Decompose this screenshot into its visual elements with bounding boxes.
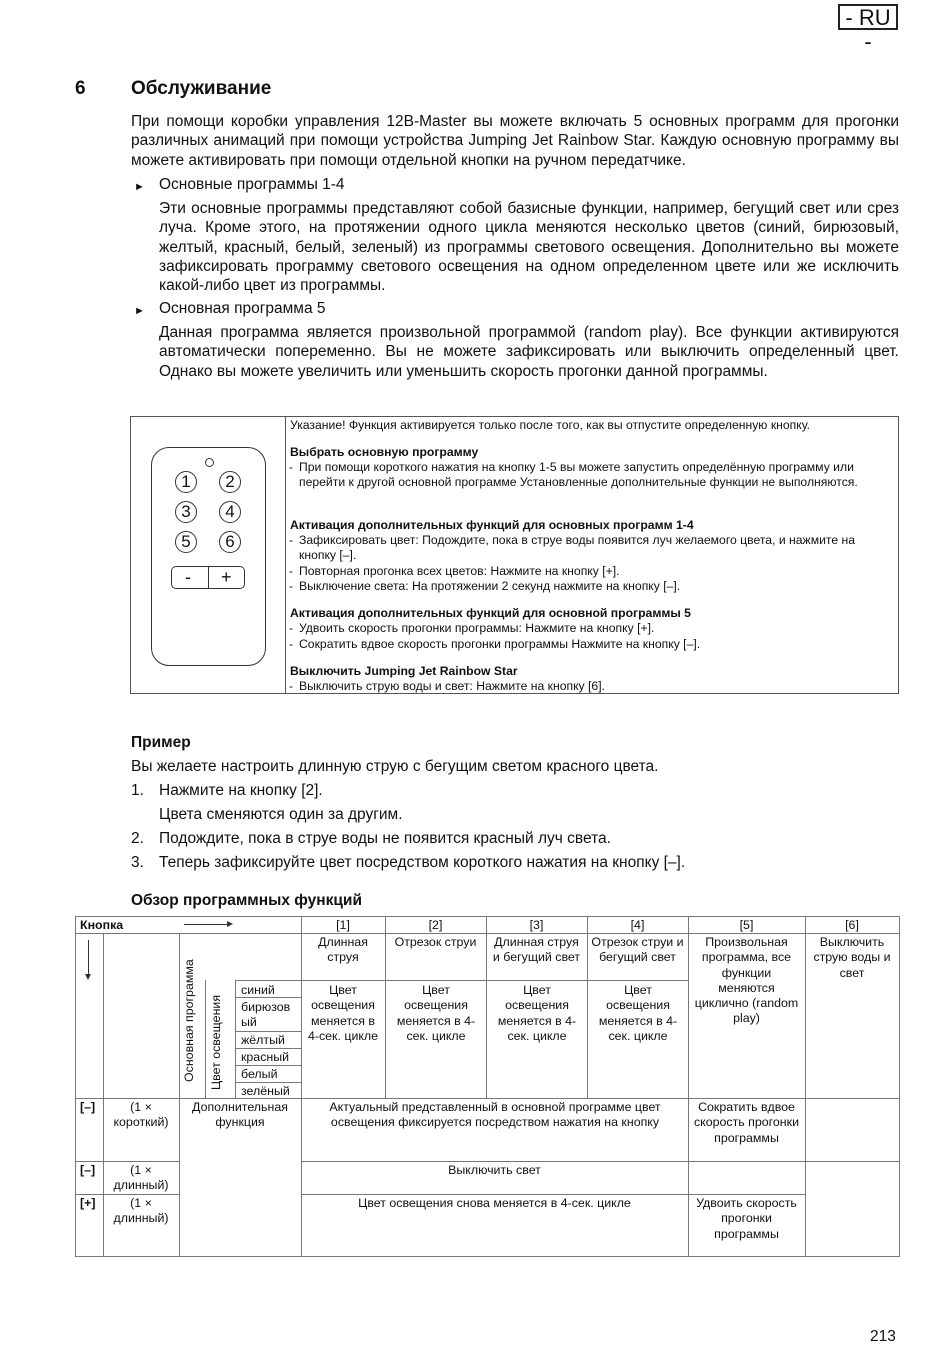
bullet-label: Основные программы 1-4 — [159, 176, 345, 193]
example-intro: Вы желаете настроить длинную струю с бегущим светом красного цвета. — [131, 758, 659, 775]
remote-rocker-divider — [208, 566, 209, 589]
bullet-text: Эти основные программы представляют собой базисные функции, например, бегущий свет или срез луча. Кроме этого, на протяжении одного цикла меняются несколько цветов (синий, бирюзовый, желтый, красный, белый, зеленый) из программы светового освещения. Дополнительно вы можете зафиксировать программу светового освещения на одном определенном цвете или же исключить какой-либо цвет из программы. — [159, 200, 899, 295]
note-heading: Выбрать основную программу — [290, 445, 479, 459]
remote-plus-label: + — [221, 567, 232, 587]
program-name: Длинная струя — [318, 935, 368, 965]
remote-button-5: 5 — [175, 531, 197, 553]
note-item: - Удвоить скорость прогонки программы: Нажмите на кнопку [+]. — [289, 621, 655, 635]
button-header: [6] — [845, 918, 859, 932]
button-header: [5] — [739, 918, 754, 932]
color-cycle-cell: Цвет освещения меняется в 4-сек. цикле — [598, 983, 678, 1043]
color-item: зелёный — [241, 1084, 290, 1098]
step-number: 1. — [131, 782, 144, 799]
note-divider — [285, 416, 286, 694]
button-column-header: Кнопка — [80, 918, 124, 932]
step-number: 3. — [131, 854, 144, 871]
remote-led-icon — [205, 458, 214, 467]
main-program-label: Основная программа — [182, 959, 196, 1082]
step-text: Теперь зафиксируйте цвет посредством короткого нажатия на кнопку [–]. — [159, 854, 686, 871]
remote-button-1: 1 — [175, 471, 197, 493]
bullet-label: Основная программа 5 — [159, 300, 326, 317]
row-main-text: Цвет освещения снова меняется в 4-сек. цикле — [358, 1196, 631, 1210]
bullet-marker: ► — [134, 305, 145, 317]
example-heading: Пример — [131, 734, 191, 751]
color-item: бирюзовый — [241, 1000, 291, 1030]
step-subtext: Цвета сменяются один за другим. — [159, 806, 403, 823]
color-item: белый — [241, 1067, 278, 1081]
program-name: Выключить струю воды и свет — [813, 935, 891, 980]
color-cycle-cell: Цвет освещения меняется в 4-сек. цикле — [307, 983, 379, 1043]
note-item: - Выключить струю воды и свет: Нажмите на кнопку [6]. — [289, 679, 605, 693]
bullet-marker: ► — [134, 181, 145, 193]
row-key: [–] — [80, 1100, 96, 1114]
row-p5-text: Удвоить скорость прогонки программы — [696, 1196, 797, 1241]
bullet-text: Данная программа является произвольной программой (random play). Все функции активируются автоматически попеременно. Вы не можете зафиксировать или выключить определенный цвет. Однако вы можете увеличить или уменьшить скорость прогонки данной программы. — [159, 324, 899, 380]
arrow-head-icon — [85, 974, 91, 980]
section-number: 6 — [75, 78, 86, 99]
note-item: - При помощи короткого нажатия на кнопку 1-5 вы можете запустить определённую программу или перейти к другой основной программе Установленные дополнительные функции не выполняются. — [289, 460, 858, 490]
remote-control-illustration — [151, 447, 266, 666]
note-heading: Активация дополнительных функций для основной программы 5 — [290, 606, 691, 620]
color-cycle-cell: Цвет освещения меняется в 4-сек. цикле — [497, 983, 577, 1043]
overview-heading: Обзор программных функций — [131, 892, 362, 909]
step-number: 2. — [131, 830, 144, 847]
color-item: синий — [241, 983, 275, 997]
remote-button-3: 3 — [175, 501, 197, 523]
step-text: Подождите, пока в струе воды не появится красный луч света. — [159, 830, 611, 847]
remote-button-6: 6 — [219, 531, 241, 553]
note-heading: Активация дополнительных функций для основных программ 1-4 — [290, 518, 694, 532]
note-warning: Указание! Функция активируется только после того, как вы отпустите определенную кнопку. — [290, 418, 810, 432]
program-name: Отрезок струи и бегущий свет — [591, 935, 684, 965]
note-heading: Выключить Jumping Jet Rainbow Star — [290, 664, 518, 678]
row-key: [–] — [80, 1163, 96, 1177]
color-cycle-cell: Цвет освещения меняется в 4-сек. цикле — [396, 983, 476, 1043]
program-name: Отрезок струи — [394, 935, 477, 949]
row-press: (1 × длинный) — [113, 1196, 169, 1226]
row-p5-text: Сократить вдвое скорость прогонки программы — [693, 1100, 799, 1145]
row-press: (1 × короткий) — [113, 1100, 169, 1130]
program-name: Длинная струя и бегущий свет — [492, 935, 581, 965]
step-text: Нажмите на кнопку [2]. — [159, 782, 323, 799]
remote-button-2: 2 — [219, 471, 241, 493]
row-main-text: Выключить свет — [448, 1163, 541, 1177]
note-item: - Зафиксировать цвет: Подождите, пока в струе воды появится луч желаемого цвета, и нажмите на кнопку [–]. — [289, 533, 856, 563]
note-item: - Сократить вдвое скорость прогонки программы Нажмите на кнопку [–]. — [289, 637, 701, 651]
button-header: [4] — [630, 918, 645, 932]
page-number: 213 — [870, 1328, 896, 1345]
down-arrow-icon — [88, 940, 89, 976]
button-header: [2] — [428, 918, 443, 932]
language-badge: - RU - — [838, 4, 898, 30]
light-color-label: Цвет освещения — [209, 994, 223, 1090]
remote-button-4: 4 — [219, 501, 241, 523]
right-arrow-icon — [184, 924, 230, 925]
row-key: [+] — [80, 1196, 96, 1210]
color-item: красный — [241, 1050, 290, 1064]
row-press: (1 × длинный) — [113, 1163, 169, 1193]
row-label: Дополнительная функция — [192, 1100, 288, 1130]
program-name: Произвольная программа, все функции меняются циклично (random play) — [694, 935, 799, 1026]
button-header: [1] — [336, 918, 350, 932]
arrow-head-icon — [227, 921, 233, 927]
note-item: - Выключение света: На протяжении 2 секунд нажмите на кнопку [–]. — [289, 579, 681, 593]
section-title: Обслуживание — [131, 78, 272, 99]
remote-minus-label: - — [185, 567, 191, 587]
color-item: жёлтый — [241, 1033, 285, 1047]
button-header: [3] — [529, 918, 544, 932]
note-item: - Повторная прогонка всех цветов: Нажмите на кнопку [+]. — [289, 564, 620, 578]
row-main-text: Актуальный представленный в основной программе цвет освещения фиксируется посредством нажатия на кнопку — [329, 1100, 661, 1130]
intro-paragraph: При помощи коробки управления 12B-Master вы можете включать 5 основных программ для прогонки различных анимаций при помощи устройства Jumping Jet Rainbow Star. Каждую основную программу вы можете активировать при помощи отдельной кнопки на ручном передатчике. — [131, 113, 899, 169]
